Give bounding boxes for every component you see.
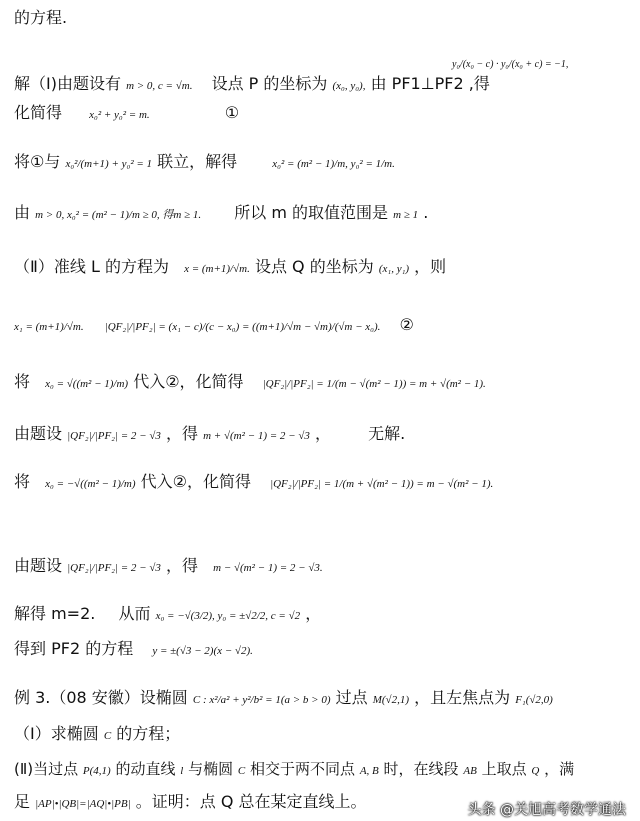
- circled-one: ①: [224, 103, 240, 122]
- line-7: [14, 315, 414, 335]
- formula: x₀ = −√(3/2), y₀ = ±√2/2, c = √2: [155, 610, 301, 622]
- formula: |QF₂|/|PF₂| = 1/(m + √(m² − 1)) = m − √(m² − 1).: [270, 478, 494, 490]
- text: ，: [305, 604, 322, 623]
- text: 与椭圆: [188, 760, 234, 778]
- formula: AB: [463, 765, 477, 777]
- line-8: [14, 372, 486, 392]
- text: (Ⅱ)当过点: [14, 760, 79, 778]
- line-14: [14, 688, 553, 708]
- text: 设点 P 的坐标为: [211, 74, 328, 93]
- line-16: [14, 759, 574, 781]
- line-6: [14, 257, 446, 277]
- text: ，满: [544, 760, 575, 778]
- formula: m > 0, c = √m.: [126, 80, 193, 92]
- watermark: 头条 @关旭高考数学通法: [467, 802, 626, 818]
- circled-two: ②: [399, 315, 414, 334]
- text: 足: [14, 792, 31, 811]
- formula: (x₀, y₀),: [332, 80, 366, 92]
- text: 过点: [335, 688, 368, 707]
- formula: C: [103, 730, 112, 742]
- formula: F₁(√2,0): [515, 694, 553, 706]
- text: 所以 m 的取值范围是: [234, 203, 389, 222]
- formula: (x₁, y₁): [378, 263, 410, 275]
- formula: A, B: [359, 765, 379, 777]
- text: （Ⅱ）准线 L 的方程为: [14, 257, 169, 276]
- formula: |QF₂|/|PF₂| = 2 − √3: [67, 562, 161, 574]
- line-5: [14, 203, 428, 223]
- line-12: [14, 604, 321, 624]
- formula: |QF₂|/|PF₂| = (x₁ − c)/(c − x₀) = ((m+1)/√m − √m)/(√m − x₀).: [104, 321, 381, 333]
- formula: Q: [531, 765, 540, 777]
- formula: C: [237, 765, 246, 777]
- formula: x₀² + y₀² = m.: [89, 109, 150, 121]
- text: 代入②，化简得: [140, 472, 251, 491]
- text: 。证明：点 Q 总在某定直线上。: [135, 792, 367, 811]
- line-17: [14, 792, 367, 814]
- line-3: [14, 103, 239, 123]
- text: 由 PF1⊥PF2 ,得: [370, 74, 490, 93]
- line-1: [14, 8, 67, 28]
- formula: |QF₂|/|PF₂| = 1/(m − √(m² − 1)) = m + √(m² − 1).: [262, 378, 486, 390]
- text: 上取点: [481, 760, 527, 778]
- line-15: [14, 724, 180, 746]
- formula: x₀ = −√((m² − 1)/m): [45, 478, 136, 490]
- text: 设点 Q 的坐标为: [254, 257, 374, 276]
- text: 联立，解得: [157, 152, 238, 171]
- text: 无解.: [368, 424, 406, 443]
- formula: |AP|•|QB|=|AQ|•|PB|: [35, 798, 131, 810]
- formula: x₀²/(m+1) + y₀² = 1: [65, 158, 153, 170]
- formula: x₀ = √((m² − 1)/m): [45, 378, 129, 390]
- line-11: [14, 556, 323, 576]
- formula: m − √(m² − 1) = 2 − √3.: [213, 562, 323, 574]
- formula: x = (m+1)/√m.: [184, 263, 250, 275]
- text: 解得 m=2.: [14, 604, 96, 623]
- formula: x₀² = (m² − 1)/m, y₀² = 1/m.: [272, 158, 395, 170]
- text: 化简得: [14, 103, 63, 122]
- text: 得到 PF2 的方程: [14, 639, 134, 658]
- text: 解（Ⅰ)由题设有: [14, 74, 121, 93]
- text: （Ⅰ）求椭圆: [14, 724, 99, 743]
- text: 代入②，化简得: [133, 372, 244, 391]
- line-9: [14, 424, 405, 444]
- line-10: [14, 472, 493, 492]
- text: 的方程；: [116, 724, 181, 743]
- text: 由题设: [14, 556, 63, 575]
- text: ，得: [166, 424, 199, 443]
- formula: l: [180, 765, 184, 777]
- line-2: [14, 74, 490, 94]
- text: 时，在线段: [383, 760, 459, 778]
- formula: M(√2,1): [372, 694, 409, 706]
- text: ，得: [166, 556, 199, 575]
- formula: y = ±(√3 − 2)(x − √2).: [152, 645, 253, 657]
- text: 的方程.: [14, 8, 68, 27]
- formula: P(4,1): [82, 765, 111, 777]
- text: .: [423, 203, 429, 222]
- formula: m + √(m² − 1) = 2 − √3: [203, 430, 310, 442]
- text: ，且左焦点为: [414, 688, 511, 707]
- line-4: [14, 152, 395, 172]
- text: 将: [14, 372, 31, 391]
- text: 从而: [118, 604, 151, 623]
- text: 将①与: [14, 152, 61, 171]
- formula: m > 0, x₀² = (m² − 1)/m ≥ 0, 得m ≥ 1.: [35, 209, 202, 221]
- line-13: [14, 639, 253, 659]
- text: ，则: [414, 257, 447, 276]
- text: 相交于两不同点: [250, 760, 356, 778]
- formula-perpendicular: y₀/(x₀ − c) · y₀/(x₀ + c) = −1,: [452, 59, 569, 70]
- text: 由: [14, 203, 31, 222]
- formula: C : x²/a² + y²/b² = 1(a > b > 0): [192, 694, 331, 706]
- formula: m ≥ 1: [393, 209, 419, 221]
- formula: |QF₂|/|PF₂| = 2 − √3: [67, 430, 161, 442]
- text: 例 3.（08 安徽）设椭圆: [14, 688, 188, 707]
- text: 将: [14, 472, 31, 491]
- text: ，: [314, 424, 331, 443]
- text: 由题设: [14, 424, 63, 443]
- text: 的动直线: [115, 760, 176, 778]
- formula: x₁ = (m+1)/√m.: [14, 321, 84, 333]
